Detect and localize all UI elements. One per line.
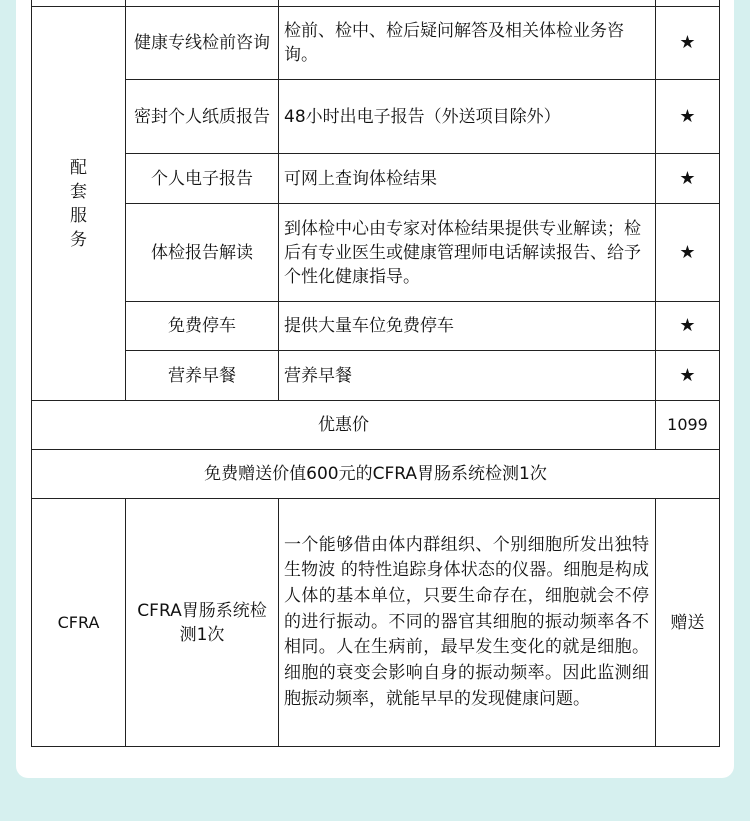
cfra-status: 赠送 <box>656 499 720 747</box>
service-desc: 到体检中心由专家对体检结果提供专业解读；检后有专业医生或健康管理师电话解读报告、给予个性化健康指导。 <box>279 204 656 302</box>
service-name: 免费停车 <box>126 302 279 351</box>
package-table <box>31 0 720 747</box>
service-name: 个人电子报告 <box>126 154 279 204</box>
table-row <box>32 154 720 204</box>
table-row <box>32 204 720 302</box>
price-value: 1099 <box>656 401 720 450</box>
service-name: 体检报告解读 <box>126 204 279 302</box>
included-star: ★ <box>656 154 720 204</box>
price-label: 优惠价 <box>32 401 656 450</box>
included-star: ★ <box>656 80 720 154</box>
table-row <box>32 351 720 401</box>
service-name: 健康专线检前咨询 <box>126 7 279 80</box>
service-desc: 营养早餐 <box>279 351 656 401</box>
included-star: ★ <box>656 351 720 401</box>
service-desc: 提供大量车位免费停车 <box>279 302 656 351</box>
cfra-category: CFRA <box>32 499 126 747</box>
gift-row <box>32 450 720 499</box>
service-name: 营养早餐 <box>126 351 279 401</box>
table-row <box>32 7 720 80</box>
cfra-row <box>32 499 720 747</box>
cfra-name: CFRA胃肠系统检测1次 <box>126 499 279 747</box>
cfra-desc: 一个能够借由体内群组织、个别细胞所发出独特生物波 的特性追踪身体状态的仪器。细胞是构成人体的基本单位，只要生命存在，细胞就会不停的进行振动。不同的器官其细胞的振动频率各不相同。人在生病前，最早发生变化的就是细胞。细胞的衰变会影响自身的振动频率。因此监测细胞振动频率，就能早早的发现健康问题。 <box>279 499 656 747</box>
table-row <box>32 302 720 351</box>
gift-banner: 免费赠送价值600元的CFRA胃肠系统检测1次 <box>32 450 720 499</box>
table-row <box>32 80 720 154</box>
service-desc: 检前、检中、检后疑问解答及相关体检业务咨询。 <box>279 7 656 80</box>
included-star: ★ <box>656 7 720 80</box>
category-cell <box>32 7 126 401</box>
included-star: ★ <box>656 204 720 302</box>
service-desc: 48小时出电子报告（外送项目除外） <box>279 80 656 154</box>
category-label: 配套服务 <box>70 157 87 250</box>
included-star: ★ <box>656 302 720 351</box>
service-desc: 可网上查询体检结果 <box>279 154 656 204</box>
price-row <box>32 401 720 450</box>
service-name: 密封个人纸质报告 <box>126 80 279 154</box>
